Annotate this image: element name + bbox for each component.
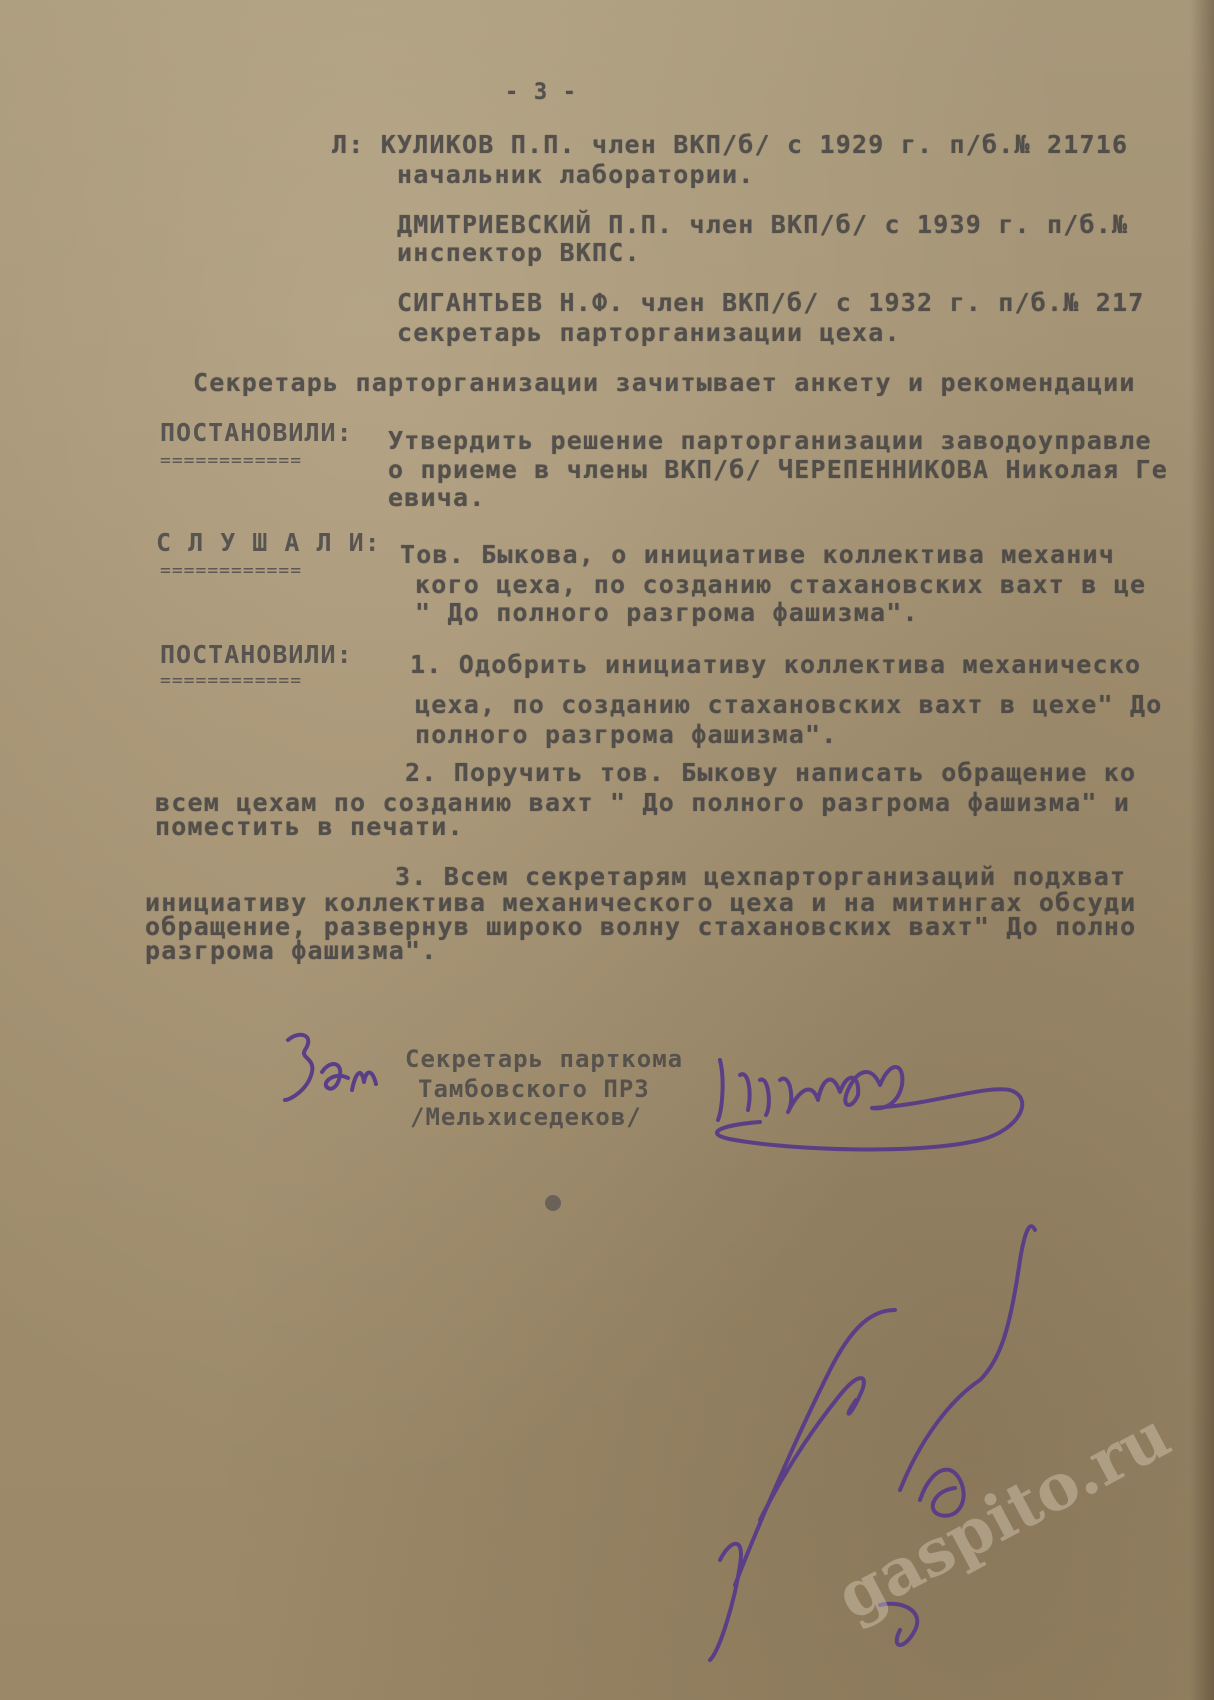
attendee-1-line2: начальник лаборатории. bbox=[397, 160, 755, 189]
resolution2-item3-line2: инициативу коллектива механического цеха и на митингах обсуди bbox=[145, 888, 1137, 917]
resolution2-item3-line4: разгрома фашизма". bbox=[145, 936, 438, 965]
secretary-signature bbox=[717, 1060, 1022, 1149]
zam-handwriting bbox=[285, 1035, 376, 1100]
signature-title-line3: /Мельхиседеков/ bbox=[410, 1103, 642, 1131]
resolution1-line1: Утвердить решение парторганизации заводоуправле bbox=[388, 426, 1152, 455]
resolution2-label-underline: ============ bbox=[160, 670, 303, 691]
resolution2-item1-line1: 1. Одобрить инициативу коллектива механическо bbox=[410, 650, 1142, 679]
intro-text: Секретарь парторганизации зачитывает анкету и рекомендации bbox=[193, 368, 1136, 397]
resolution2-item1-line3: полного разгрома фашизма". bbox=[415, 720, 838, 749]
attendee-2-line1: ДМИТРИЕВСКИЙ П.П. член ВКП/б/ с 1939 г. п/б.№ bbox=[397, 210, 1129, 239]
resolution2-item2-line1: 2. Поручить тов. Быкову написать обращение ко bbox=[405, 758, 1137, 787]
bottom-signature-2 bbox=[760, 1378, 864, 1520]
heard-line2: кого цеха, по созданию стахановских вахт в це bbox=[415, 570, 1147, 599]
signature-title-line2: Тамбовского ПРЗ bbox=[418, 1075, 650, 1103]
resolution1-label: ПОСТАНОВИЛИ: bbox=[160, 418, 353, 447]
resolution1-label-underline: ============ bbox=[160, 450, 303, 471]
resolution2-item3-line1: 3. Всем секретарям цехпарторганизаций подхват bbox=[395, 862, 1127, 891]
attendee-3-line1: СИГАНТЬЕВ Н.Ф. член ВКП/б/ с 1932 г. п/б.№ 217 bbox=[397, 288, 1145, 317]
heard-label-underline: ============ bbox=[160, 560, 303, 581]
resolution1-line2: о приеме в члены ВКП/б/ ЧЕРЕПЕННИКОВА Николая Ге bbox=[388, 455, 1169, 484]
resolution2-item1-line2: цеха, по созданию стахановских вахт в цехе" До bbox=[415, 690, 1163, 719]
signature-title-line1: Секретарь парткома bbox=[405, 1045, 684, 1073]
heard-line1: Тов. Быкова, о инициативе коллектива механич bbox=[400, 540, 1116, 569]
heard-line3: " До полного разгрома фашизма". bbox=[415, 598, 919, 627]
attendee-1-line1: Л: КУЛИКОВ П.П. член ВКП/б/ с 1929 г. п/б.№ 21716 bbox=[332, 130, 1129, 159]
site-watermark: gaspito.ru bbox=[824, 1397, 1183, 1635]
attendee-3-line2: секретарь парторганизации цеха. bbox=[397, 318, 901, 347]
page-number: - 3 - bbox=[505, 80, 578, 105]
resolution2-item2-line2: всем цехам по созданию вахт " До полного разгрома фашизма" и bbox=[155, 788, 1131, 817]
bottom-signature-3 bbox=[900, 1226, 1035, 1490]
resolution1-line3: евича. bbox=[388, 483, 486, 512]
attendee-2-line2: инспектор ВКПС. bbox=[397, 238, 641, 267]
resolution2-item3-line3: обращение, развернув широко волну стахановских вахт" До полно bbox=[145, 912, 1137, 941]
resolution2-item2-line3: поместить в печати. bbox=[155, 812, 464, 841]
ink-spot bbox=[545, 1195, 561, 1211]
resolution2-label: ПОСТАНОВИЛИ: bbox=[160, 640, 353, 669]
heard-label: С Л У Ш А Л И: bbox=[156, 528, 381, 557]
